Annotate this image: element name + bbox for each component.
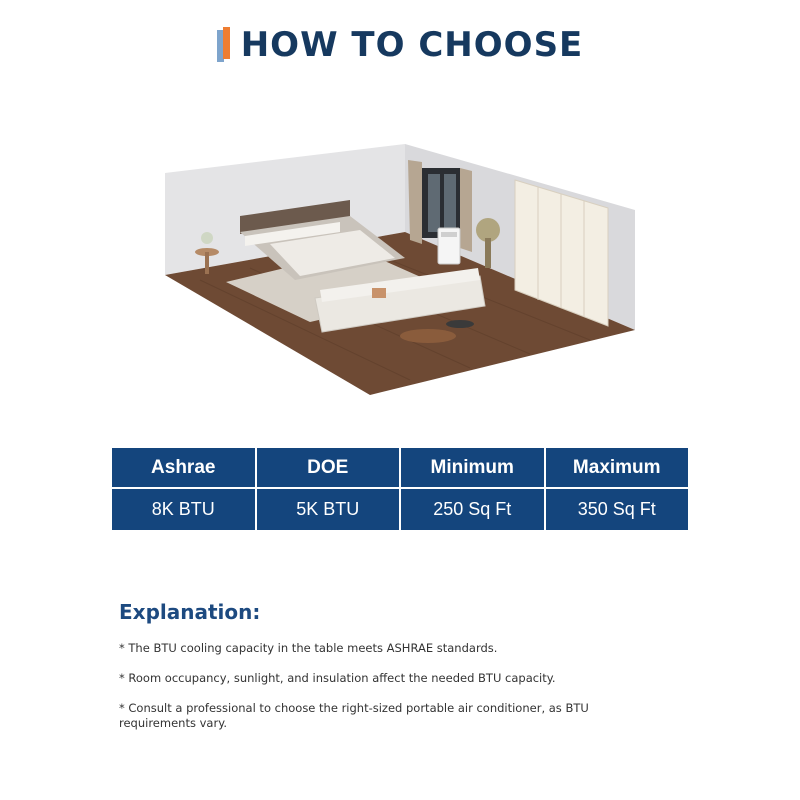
table-header-maximum: Maximum xyxy=(546,448,689,487)
btu-spec-table xyxy=(112,448,688,530)
table-header-ashrae: Ashrae xyxy=(112,448,255,487)
table-cell-maximum: 350 Sq Ft xyxy=(546,489,689,530)
explanation-note-1: * The BTU cooling capacity in the table meets ASHRAE standards. xyxy=(119,641,498,655)
title-accent-icon xyxy=(217,27,235,63)
explanation-title: Explanation: xyxy=(119,600,261,624)
curtain-left xyxy=(408,160,422,244)
coffee-table xyxy=(400,329,456,343)
header xyxy=(0,22,800,68)
table-header-minimum: Minimum xyxy=(401,448,544,487)
table-cell-doe: 5K BTU xyxy=(257,489,400,530)
table-header-doe: DOE xyxy=(257,448,400,487)
title-group xyxy=(217,22,584,68)
explanation-note-3: * Consult a professional to choose the right-sized portable air conditioner, as BTU requirements vary. xyxy=(119,701,589,730)
room-illustration xyxy=(160,140,640,402)
explanation-note-2: * Room occupancy, sunlight, and insulation affect the needed BTU capacity. xyxy=(119,671,556,685)
table-cell-minimum: 250 Sq Ft xyxy=(401,489,544,530)
page-title: HOW TO CHOOSE xyxy=(240,25,584,65)
table-cell-ashrae: 8K BTU xyxy=(112,489,255,530)
curtain-right xyxy=(460,168,472,252)
